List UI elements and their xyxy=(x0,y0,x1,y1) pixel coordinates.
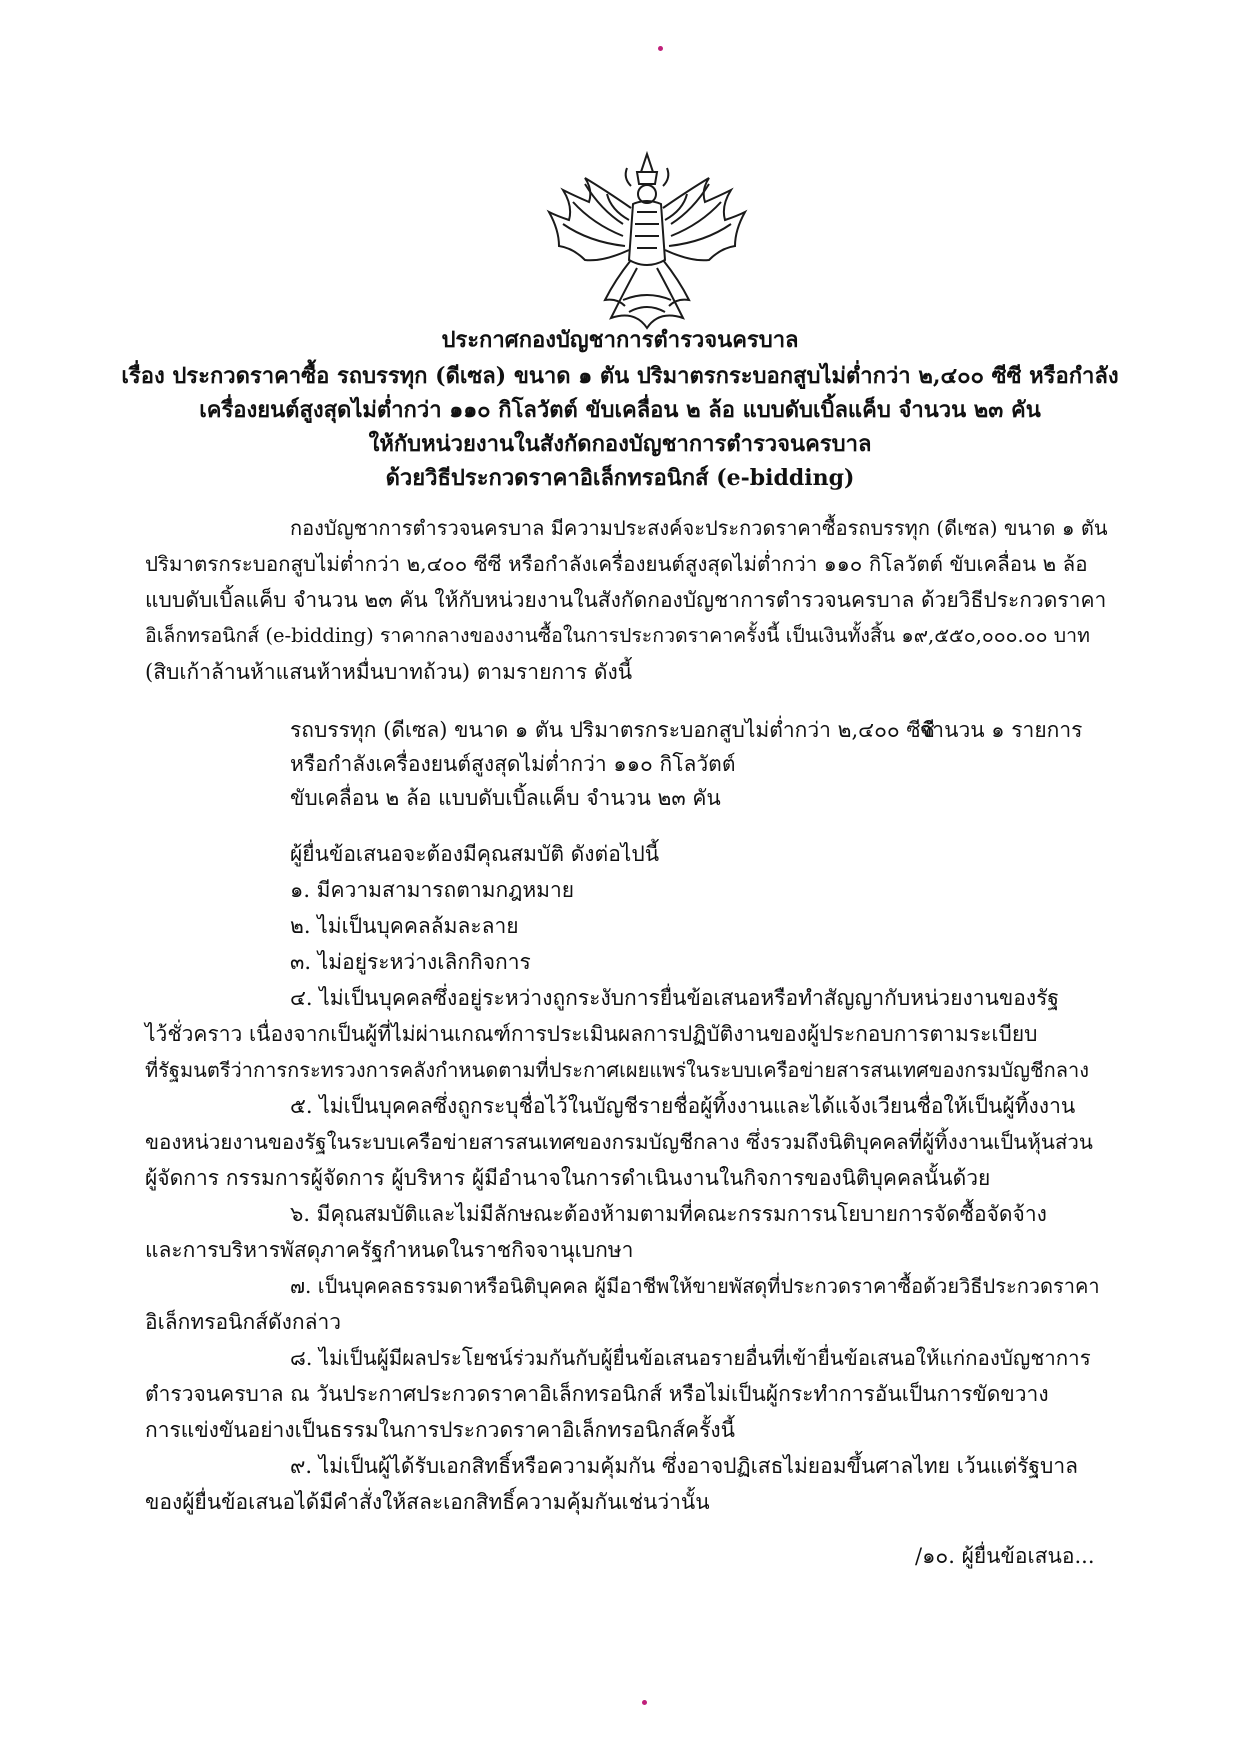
qualification-line: ๖. มีคุณสมบัติและไม่มีลักษณะต้องห้ามตามที่คณะกรรมการนโยบายการจัดซื้อจัดจ้าง xyxy=(290,1202,1047,1226)
qualification-line: ๕. ไม่เป็นบุคคลซึ่งถูกระบุชื่อไว้ในบัญชีรายชื่อผู้ทิ้งงานและได้แจ้งเวียนชื่อให้เป็นผู้ทิ้งงาน xyxy=(290,1094,1076,1118)
subject-line-2: เครื่องยนต์สูงสุดไม่ต่ำกว่า ๑๑๐ กิโลวัตต์ ขับเคลื่อน ๒ ล้อ แบบดับเบิ้ลแค็บ จำนวน ๒๓ คัน xyxy=(199,397,1041,423)
intro-line: อิเล็กทรอนิกส์ (e-bidding) ราคากลางของงานซื้อในการประกวดราคาครั้งนี้ เป็นเงินทั้งสิ้น ๑๙,๕๕๐,๐๐๐.๐๐ บาท xyxy=(145,624,1090,647)
qualification-line: ๗. เป็นบุคคลธรรมดาหรือนิติบุคคล ผู้มีอาชีพให้ขายพัสดุที่ประกวดราคาซื้อด้วยวิธีประกวดราคา xyxy=(290,1274,1100,1298)
punch-dot-bottom xyxy=(642,1700,647,1705)
intro-line: (สิบเก้าล้านห้าแสนห้าหมื่นบาทถ้วน) ตามรายการ ดังนี้ xyxy=(145,660,633,684)
item-quantity: จำนวน ๑ รายการ xyxy=(920,718,1083,742)
announcement-title: ประกาศกองบัญชาการตำรวจนครบาล xyxy=(441,327,799,353)
qualification-line: ไว้ชั่วคราว เนื่องจากเป็นผู้ที่ไม่ผ่านเกณฑ์การประเมินผลการปฏิบัติงานของผู้ประกอบการตามระเบียบ xyxy=(145,1022,1038,1046)
qualification-line: การแข่งขันอย่างเป็นธรรมในการประกวดราคาอิเล็กทรอนิกส์ครั้งนี้ xyxy=(145,1418,735,1442)
item-line: รถบรรทุก (ดีเซล) ขนาด ๑ ตัน ปริมาตรกระบอกสูบไม่ต่ำกว่า ๒,๔๐๐ ซีซี xyxy=(290,718,935,742)
qualification-line: ๒. ไม่เป็นบุคคลล้มละลาย xyxy=(290,914,519,938)
subject-line-3: ให้กับหน่วยงานในสังกัดกองบัญชาการตำรวจนครบาล xyxy=(368,431,872,457)
qualification-line: ของหน่วยงานของรัฐในระบบเครือข่ายสารสนเทศของกรมบัญชีกลาง ซึ่งรวมถึงนิติบุคคลที่ผู้ทิ้งงานเป็นหุ้นส่วน xyxy=(145,1130,1093,1154)
intro-line: แบบดับเบิ้ลแค็บ จำนวน ๒๓ คัน ให้กับหน่วยงานในสังกัดกองบัญชาการตำรวจนครบาล ด้วยวิธีประกวดราคา xyxy=(145,588,1107,612)
punch-dot-top xyxy=(658,46,663,51)
qualification-line: ตำรวจนครบาล ณ วันประกาศประกวดราคาอิเล็กทรอนิกส์ หรือไม่เป็นผู้กระทำการอันเป็นการขัดขวาง xyxy=(145,1382,1049,1406)
qualifications-heading: ผู้ยื่นข้อเสนอจะต้องมีคุณสมบัติ ดังต่อไปนี้ xyxy=(290,842,660,866)
qualification-line: ๘. ไม่เป็นผู้มีผลประโยชน์ร่วมกันกับผู้ยื่นข้อเสนอรายอื่นที่เข้ายื่นข้อเสนอให้แก่กองบัญชาการ xyxy=(290,1346,1091,1370)
qualification-line: ๙. ไม่เป็นผู้ได้รับเอกสิทธิ์หรือความคุ้มกัน ซึ่งอาจปฏิเสธไม่ยอมขึ้นศาลไทย เว้นแต่รัฐบาล xyxy=(290,1454,1079,1478)
qualification-line: และการบริหารพัสดุภาครัฐกำหนดในราชกิจจานุเบกษา xyxy=(145,1238,634,1262)
qualification-line: ที่รัฐมนตรีว่าการกระทรวงการคลังกำหนดตามที่ประกาศเผยแพร่ในระบบเครือข่ายสารสนเทศของกรมบัญชีกลาง xyxy=(145,1058,1089,1082)
intro-line: ปริมาตรกระบอกสูบไม่ต่ำกว่า ๒,๔๐๐ ซีซี หรือกำลังเครื่องยนต์สูงสุดไม่ต่ำกว่า ๑๑๐ กิโลวัตต์ ขับเคลื่อน ๒ ล้อ xyxy=(145,552,1088,576)
continuation-marker: /๑๐. ผู้ยื่นข้อเสนอ... xyxy=(915,1544,1095,1568)
item-line: หรือกำลังเครื่องยนต์สูงสุดไม่ต่ำกว่า ๑๑๐ กิโลวัตต์ xyxy=(290,752,736,776)
qualification-line: ๑. มีความสามารถตามกฎหมาย xyxy=(290,878,575,902)
subject-line-4: ด้วยวิธีประกวดราคาอิเล็กทรอนิกส์ (e-bidding) xyxy=(385,465,855,491)
item-line: ขับเคลื่อน ๒ ล้อ แบบดับเบิ้ลแค็บ จำนวน ๒๓ คัน xyxy=(290,786,721,810)
qualification-line: ๓. ไม่อยู่ระหว่างเลิกกิจการ xyxy=(290,950,531,974)
qualification-line: ของผู้ยื่นข้อเสนอได้มีคำสั่งให้สละเอกสิทธิ์ความคุ้มกันเช่นว่านั้น xyxy=(145,1490,710,1514)
garuda-emblem xyxy=(545,150,750,335)
qualification-line: ผู้จัดการ กรรมการผู้จัดการ ผู้บริหาร ผู้มีอำนาจในการดำเนินงานในกิจการของนิติบุคคลนั้นด้วย xyxy=(145,1166,991,1190)
intro-line: กองบัญชาการตำรวจนครบาล มีความประสงค์จะประกวดราคาซื้อรถบรรทุก (ดีเซล) ขนาด ๑ ตัน xyxy=(290,516,1108,540)
qualification-line: อิเล็กทรอนิกส์ดังกล่าว xyxy=(145,1310,342,1334)
qualification-line: ๔. ไม่เป็นบุคคลซึ่งอยู่ระหว่างถูกระงับการยื่นข้อเสนอหรือทำสัญญากับหน่วยงานของรัฐ xyxy=(290,986,1060,1010)
subject-line-1: เรื่อง ประกวดราคาซื้อ รถบรรทุก (ดีเซล) ขนาด ๑ ตัน ปริมาตรกระบอกสูบไม่ต่ำกว่า ๒,๔๐๐ ซีซี หรือกำลัง xyxy=(121,363,1119,389)
